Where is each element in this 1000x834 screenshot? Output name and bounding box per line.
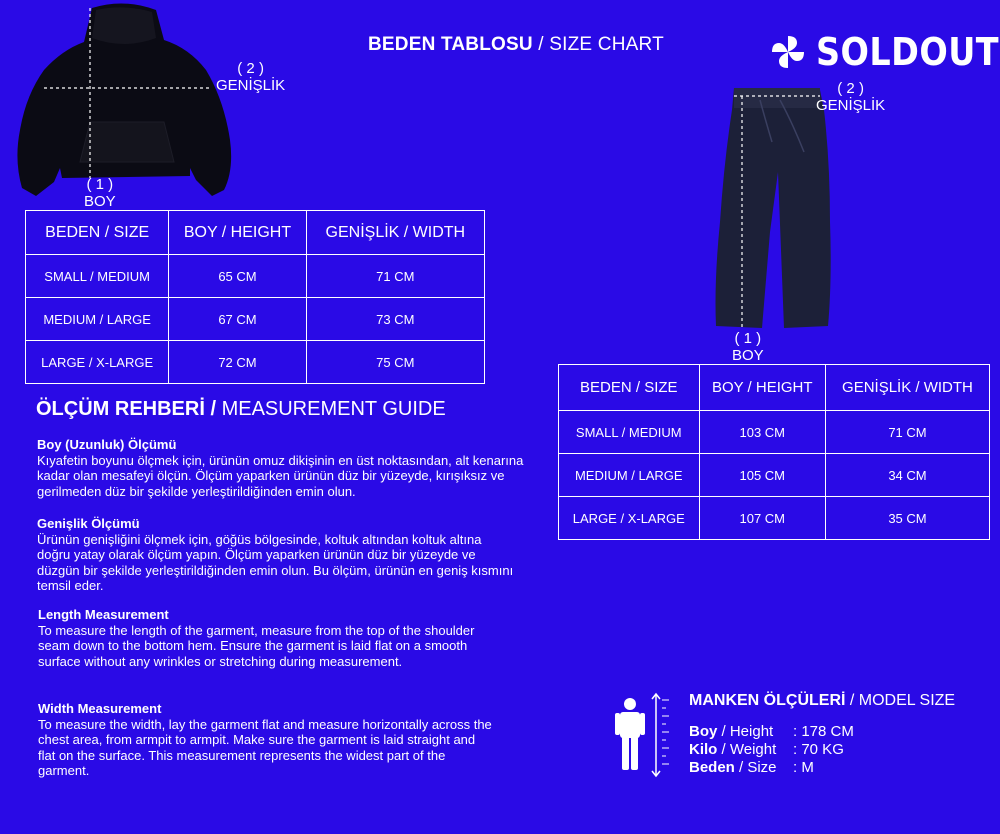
hoodie-width-label	[216, 60, 285, 94]
header-height: BOY / HEIGHT	[169, 211, 306, 255]
model-title-light: / MODEL SIZE	[849, 692, 956, 709]
cell-height: 67 CM	[169, 298, 306, 341]
cell-size: LARGE / X-LARGE	[26, 341, 169, 384]
cell-size: SMALL / MEDIUM	[559, 411, 700, 454]
model-row-weight	[689, 741, 844, 758]
pants-width-label	[816, 80, 885, 114]
title-separator: /	[538, 34, 544, 55]
pants-length-number: ( 1 )	[734, 330, 762, 347]
guide-block-width-en	[38, 701, 496, 779]
cell-width: 35 CM	[825, 497, 989, 540]
model-title-bold: MANKEN ÖLÇÜLERİ	[689, 692, 846, 709]
guide-block-text: Ürünün genişliğini ölçmek için, göğüs bölgesinde, koltuk altından koltuk altına doğru yatay olarak ölçüm yapın. Ölçüm yaparken ürünün düz bir yüzeyde ve düzgün bir şekilde yerleştirildiğinden emin olun. Bu ölçüm, ürünün en geniş kısmını temsil eder.	[37, 531, 514, 594]
hoodie-image	[14, 0, 234, 205]
guide-block-width-tr	[37, 516, 515, 594]
table-row	[26, 255, 485, 298]
guide-heading-light: MEASUREMENT GUIDE	[221, 398, 446, 420]
table-row	[559, 411, 990, 454]
header-size: BEDEN / SIZE	[559, 365, 700, 411]
cell-size: SMALL / MEDIUM	[26, 255, 169, 298]
hoodie-width-text: GENİŞLİK	[216, 77, 286, 94]
table-row	[559, 497, 990, 540]
model-row-size	[689, 759, 814, 776]
cell-width: 71 CM	[825, 411, 989, 454]
table-row	[26, 341, 485, 384]
pinwheel-logo-icon	[770, 34, 806, 70]
header-width: GENİŞLİK / WIDTH	[825, 365, 989, 411]
pants-length-label	[732, 330, 764, 364]
brand-name: SOLDOUT	[816, 30, 1000, 74]
pants-size-table	[558, 364, 990, 540]
hoodie-length-text: BOY	[84, 193, 116, 210]
guide-block-length-tr	[37, 437, 543, 499]
guide-block-text: Kıyafetin boyunu ölçmek için, ürünün omuz dikişinin en üst noktasından, alt kenarına kadar olan mesafeyi ölçün. Ölçüm yaparken ürünün düz bir yüzeyde, kırışıksız ve gerilmeden düz bir şekilde yerleştirildiğinden emin olun.	[37, 452, 524, 499]
guide-block-title: Width Measurement	[38, 701, 162, 716]
pants-width-text: GENİŞLİK	[816, 97, 886, 114]
table-header-row	[26, 211, 485, 255]
model-row-key: Kilo	[689, 741, 718, 758]
title-bold: BEDEN TABLOSU	[368, 34, 533, 55]
hoodie-width-number: ( 2 )	[237, 60, 264, 77]
cell-height: 72 CM	[169, 341, 306, 384]
cell-width: 71 CM	[306, 255, 484, 298]
header-size: BEDEN / SIZE	[26, 211, 169, 255]
cell-width: 75 CM	[306, 341, 484, 384]
model-row-key-en: / Size	[734, 759, 777, 776]
guide-block-text: To measure the length of the garment, measure from the top of the shoulder seam down to the bottom hem. Ensure the garment is laid flat on a smooth surface without any wrinkles or stretching during measurement.	[38, 622, 475, 669]
cell-size: LARGE / X-LARGE	[559, 497, 700, 540]
cell-height: 107 CM	[699, 497, 825, 540]
header-height: BOY / HEIGHT	[699, 365, 825, 411]
hoodie-length-number: ( 1 )	[86, 176, 114, 193]
brand-logo	[770, 30, 1000, 74]
pants-width-number: ( 2 )	[837, 80, 864, 97]
model-row-key: Beden	[689, 759, 735, 776]
guide-heading	[36, 398, 446, 421]
cell-width: 34 CM	[825, 454, 989, 497]
guide-block-length-en	[38, 607, 490, 669]
cell-size: MEDIUM / LARGE	[559, 454, 700, 497]
model-row-value: : 70 KG	[793, 741, 844, 758]
guide-block-title: Genişlik Ölçümü	[37, 516, 140, 531]
model-size-title	[689, 692, 955, 710]
pants-length-text: BOY	[732, 347, 764, 364]
model-row-key: Boy	[689, 723, 718, 740]
table-row	[26, 298, 485, 341]
hoodie-size-table	[25, 210, 485, 384]
model-row-key-en: / Weight	[717, 741, 777, 758]
model-row-key-en: / Height	[717, 723, 774, 740]
guide-block-title: Boy (Uzunluk) Ölçümü	[37, 437, 177, 452]
cell-height: 65 CM	[169, 255, 306, 298]
cell-size: MEDIUM / LARGE	[26, 298, 169, 341]
table-header-row	[559, 365, 990, 411]
header-width: GENİŞLİK / WIDTH	[306, 211, 484, 255]
guide-block-text: To measure the width, lay the garment flat and measure horizontally across the chest area, from armpit to armpit. Make sure the garment is laid straight and flat on the surface. This measurement represents the widest part of the garment.	[38, 716, 492, 779]
person-height-icon	[614, 692, 674, 778]
cell-width: 73 CM	[306, 298, 484, 341]
guide-heading-bold: ÖLÇÜM REHBERİ /	[36, 398, 216, 420]
pants-image	[712, 82, 842, 332]
cell-height: 103 CM	[699, 411, 825, 454]
table-row	[559, 454, 990, 497]
hoodie-length-label	[84, 176, 116, 210]
cell-height: 105 CM	[699, 454, 825, 497]
model-row-value: : 178 CM	[793, 723, 854, 740]
page-title	[368, 34, 664, 56]
model-row-height	[689, 723, 854, 740]
title-light: SIZE CHART	[549, 34, 664, 55]
model-row-value: : M	[793, 759, 814, 776]
guide-block-title: Length Measurement	[38, 607, 169, 622]
